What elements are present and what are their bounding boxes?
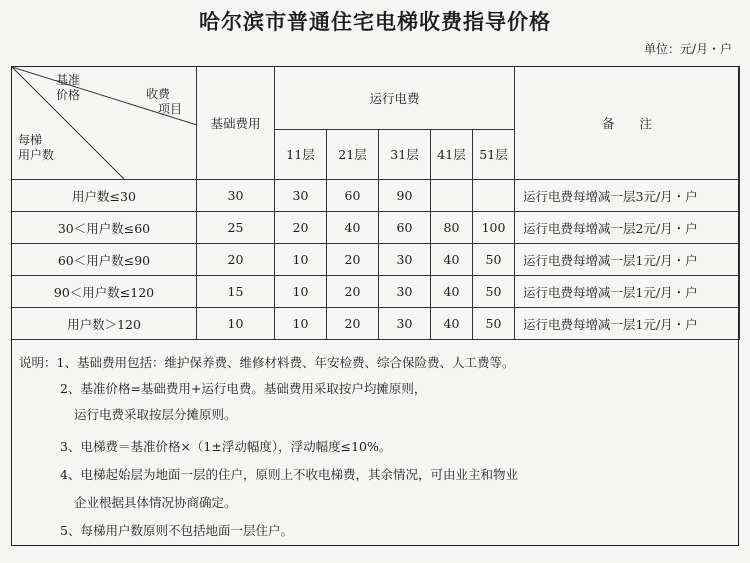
note-line: 5、每梯用户数原则不包括地面一层住户。 [60,523,293,538]
note-line: 企业根据具体情况协商确定。 [74,495,237,510]
floor-fee-cell: 30 [379,276,431,308]
users-cell: 用户数＞120 [12,308,197,340]
document-border [11,66,739,546]
remark-cell: 运行电费每增减一层3元/月・户 [515,180,740,212]
floor-fee-cell: 50 [473,244,515,276]
remark-cell: 运行电费每增减一层1元/月・户 [515,308,740,340]
floor-fee-cell: 90 [379,180,431,212]
floor-header: 41层 [431,129,473,179]
note-line: 3、电梯费＝基准价格×（1±浮动幅度），浮动幅度≤10%。 [60,439,392,454]
floor-header: 11层 [275,129,327,179]
floor-header: 21层 [327,129,379,179]
floor-fee-cell: 40 [431,244,473,276]
floor-fee-cell: 40 [431,308,473,340]
base-fee-cell: 15 [197,276,275,308]
floor-fee-cell: 50 [473,276,515,308]
floor-fee-cell: 30 [379,244,431,276]
note-line: 运行电费采取按层分摊原则。 [74,407,237,422]
floor-fee-cell: 30 [379,308,431,340]
running-fee-header: 运行电费 [275,67,515,130]
note-line: 2、基准价格=基础费用+运行电费。基础费用采取按户均摊原则， [60,381,427,396]
remark-cell: 运行电费每增减一层1元/月・户 [515,244,740,276]
page-title: 哈尔滨市普通住宅电梯收费指导价格 [199,9,551,34]
unit-label: 单位：元/月・户 [643,42,732,56]
floor-fee-cell: 50 [473,308,515,340]
note-line: 4、电梯起始层为地面一层的住户，原则上不收电梯费，其余情况，可由业主和物业 [60,467,518,482]
floor-fee-cell: 10 [275,308,327,340]
floor-fee-cell: 20 [327,244,379,276]
floor-fee-cell: 30 [275,180,327,212]
corner-users-label: 每梯 用户数 [18,133,55,162]
base-fee-cell: 20 [197,244,275,276]
floor-fee-cell: 100 [473,212,515,244]
remarks-header: 备 注 [515,67,740,180]
floor-fee-cell: 20 [327,308,379,340]
base-fee-cell: 10 [197,308,275,340]
floor-fee-cell: 60 [327,180,379,212]
users-cell: 60＜用户数≤90 [12,244,197,276]
corner-base-price-label: 基准 价格 [56,73,81,102]
users-cell: 30＜用户数≤60 [12,212,197,244]
remark-cell: 运行电费每增减一层1元/月・户 [515,276,740,308]
floor-fee-cell: 40 [327,212,379,244]
base-fee-header: 基础费用 [197,67,275,180]
base-fee-cell: 30 [197,180,275,212]
corner-fee-item-label: 收费 项目 [146,87,183,116]
floor-header: 51层 [473,129,515,179]
remark-cell: 运行电费每增减一层2元/月・户 [515,212,740,244]
users-cell: 用户数≤30 [12,180,197,212]
floor-fee-cell: 20 [327,276,379,308]
users-cell: 90＜用户数≤120 [12,276,197,308]
floor-fee-cell: 20 [275,212,327,244]
note-line: 说明：1、基础费用包括：维护保养费、维修材料费、年安检费、综合保险费、人工费等。 [19,355,515,370]
floor-fee-cell: 40 [431,276,473,308]
base-fee-cell: 25 [197,212,275,244]
floor-fee-cell: 10 [275,276,327,308]
floor-fee-cell: 80 [431,212,473,244]
floor-fee-cell: 10 [275,244,327,276]
floor-header: 31层 [379,129,431,179]
floor-fee-cell: 60 [379,212,431,244]
